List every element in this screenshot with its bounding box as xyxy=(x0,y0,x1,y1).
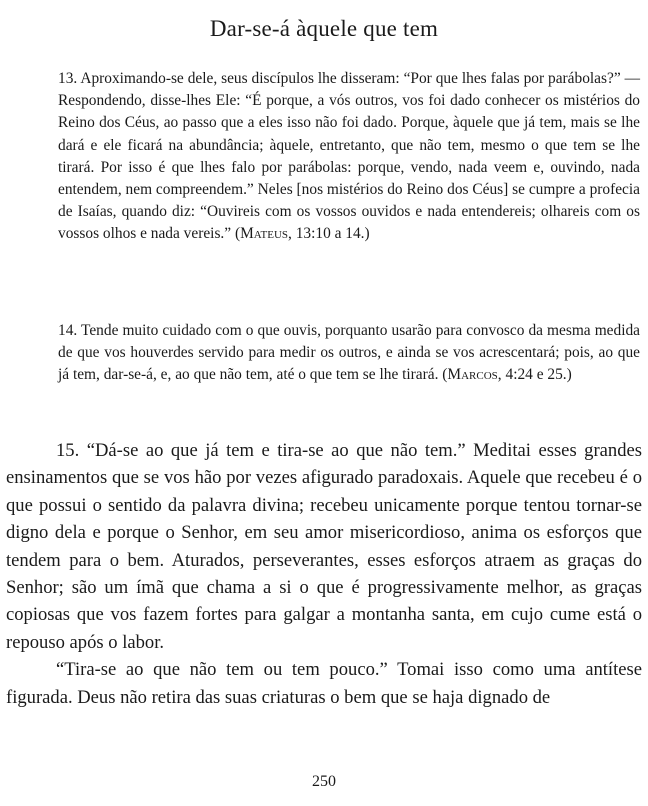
quote-14-text: 14. Tende muito cuidado com o que ouvis, porquanto usarão para convosco da mesma medida de que vos houverdes servido para medir os outros, e ainda se vos acrescentará; pois, ao que já tem, dar-se-á, e, ao que não tem, até o que tem se lhe tirará. xyxy=(58,322,640,384)
paragraph-15: 15. “Dá-se ao que já tem e tira-se ao que não tem.” Meditai esses grandes ensinamentos que se vos hão por vezes afigurado paradoxais. Aquele que recebeu é o que possui o sentido da palavra divina; recebeu unicamente porque tentou tornar-se digno dela e porque o Senhor, em seu amor misericordioso, anima os esforços que tendem para o bem. Aturados, perseverantes, esses esforços atraem as graças do Senhor; são um ímã que chama a si o que é progressivamente melhor, as graças copiosas que vos fazem fortes para galgar a montanha santa, em cujo cume está o repouso após o labor. xyxy=(6,440,642,653)
page-title: Dar-se-á àquele que tem xyxy=(209,16,439,41)
quote-14-source-name: Marcos xyxy=(447,366,498,384)
quote-marcos: 14. Tende muito cuidado com o que ouvis, porquanto usarão para convosco da mesma medida de que vos houverdes servido para medir os outros, e ainda se vos acrescentará; pois, ao que já tem, dar-se-á, e, ao que não tem, até o que tem se lhe tirará. (Marcos, 4:24 e 25.) xyxy=(58,322,640,384)
main-text xyxy=(6,437,642,711)
quote-13-source-ref: , 13:10 a 14.) xyxy=(288,225,370,243)
page-number: 250 xyxy=(312,773,336,790)
quote-13-source-name: Mateus xyxy=(240,225,289,243)
paragraph-16: “Tira-se ao que não tem ou tem pouco.” Tomai isso como uma antítese figurada. Deus não retira das suas criaturas o bem que se haja dignado de xyxy=(6,659,642,708)
quote-mateus: 13. Aproximando-se dele, seus discípulos lhe disseram: “Por que lhes falas por parábolas?” — Respondendo, disse-lhes Ele: “É porque, a vós outros, vos foi dado conhecer os mistérios do Reino dos Céus, ao passo que a eles isso não foi dado. Porque, àquele que já tem, mais se lhe dará e ele ficará na abundância; àquele, entretanto, que não tem, mesmo o que tem se lhe tirará. Por isso é que lhes falo por parábolas: porque, vendo, nada veem e, ouvindo, nada entendem, nem compreendem.” Neles [nos mistérios do Reino dos Céus] se cumpre a profecia de Isaías, quando diz: “Ouvireis com os vossos ouvidos e nada entendereis; olhareis com os vossos olhos e nada vereis.” (Mateus, 13:10 a 14.) xyxy=(58,70,640,243)
quote-14-source-ref: , 4:24 e 25.) xyxy=(497,366,572,384)
quote-13-text: 13. Aproximando-se dele, seus discípulos lhe disseram: “Por que lhes falas por parábolas?” — Respondendo, disse-lhes Ele: “É porque, a vós outros, vos foi dado conhecer os mistérios do Reino dos Céus, ao passo que a eles isso não foi dado. Porque, àquele que já tem, mais se lhe dará e ele ficará na abundância; àquele, entretanto, que não tem, mesmo o que tem se lhe tirará. Por isso é que lhes falo por parábolas: porque, vendo, nada veem e, ouvindo, nada entendem, nem compreendem.” Neles [nos mistérios do Reino dos Céus] se cumpre a profecia de Isaías, quando diz: “Ouvireis com os vossos ouvidos e nada entendereis; olhareis com os vossos olhos e nada vereis.” xyxy=(58,70,640,243)
